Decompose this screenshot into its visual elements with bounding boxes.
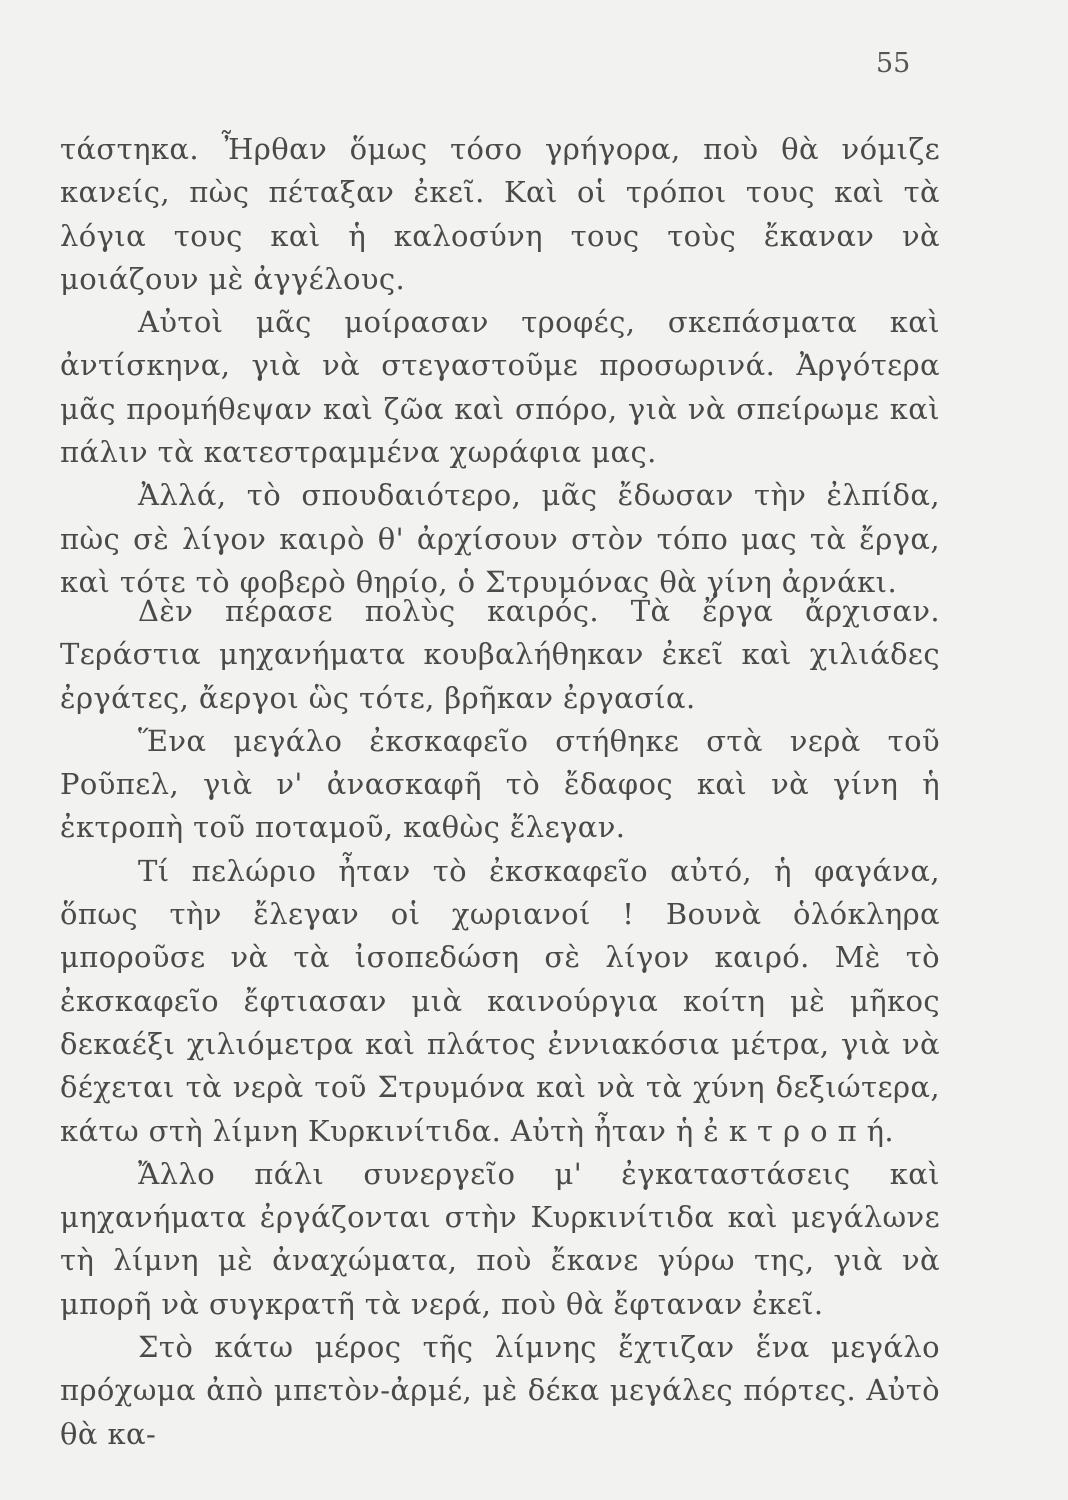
paragraph: τάστηκα. Ἦρθαν ὅμως τόσο γρήγορα, ποὺ θὰ νόμιζε κανείς, πὼς πέταξαν ἐκεῖ. Καὶ οἱ τρόποι τους καὶ τὰ λόγια τους καὶ ἡ καλοσύνη τους τοὺς ἔκαναν νὰ μοιάζουν μὲ ἀγγέλους.	[60, 132, 940, 296]
paragraph: Στὸ κάτω μέρος τῆς λίμνης ἔχτιζαν ἕνα μεγάλο πρόχωμα ἀπὸ μπετὸν-ἀρμέ, μὲ δέκα μεγάλες πόρτες. Αὐτὸ θὰ κα-	[60, 1330, 940, 1451]
paragraph: Δὲν πέρασε πολὺς καιρός. Τὰ ἔργα ἄρχισαν. Τεράστια μηχανήματα κουβαλήθηκαν ἐκεῖ καὶ χιλιάδες ἐργάτες, ἄεργοι ὣς τότε, βρῆκαν ἐργασία.	[60, 594, 940, 715]
text-section-1	[60, 128, 940, 604]
paragraph: Ἕνα μεγάλο ἐκσκαφεῖο στήθηκε στὰ νερὰ τοῦ Ροῦπελ, γιὰ ν' ἀνασκαφῆ τὸ ἔδαφος καὶ νὰ γίνη ἡ ἐκτροπὴ τοῦ ποταμοῦ, καθὼς ἔλεγαν.	[60, 723, 940, 845]
paragraph: Τί πελώριο ἦταν τὸ ἐκσκαφεῖο αὐτό, ἡ φαγάνα, ὅπως τὴν ἔλεγαν οἱ χωριανοί ! Βουνὰ ὁλόκληρα μποροῦσε νὰ τὰ ἰσοπεδώση σὲ λίγον καιρό. Μὲ τὸ ἐκσκαφεῖο ἔφτιασαν μιὰ καινούργια κοίτη μὲ μῆκος δεκαέξι χιλιόμετρα καὶ πλάτος ἐννιακόσια μέτρα, γιὰ νὰ δέχεται τὰ νερὰ τοῦ Στρυμόνα καὶ νὰ τὰ χύνη δεξιώτερα, κάτω στὴ λίμνη Κυρκινίτιδα. Αὐτὴ ἦταν ἡ ἐ κ τ ρ ο π ή.	[60, 853, 940, 1148]
page-number: 55	[876, 48, 911, 79]
paragraph: Αὐτοὶ μᾶς μοίρασαν τροφές, σκεπάσματα καὶ ἀντίσκηνα, γιὰ νὰ στεγαστοῦμε προσωρινά. Ἀργότερα μᾶς προμήθεψαν καὶ ζῶα καὶ σπόρο, γιὰ νὰ σπείρωμε καὶ πάλιν τὰ κατεστραμμένα χωράφια μας.	[60, 305, 940, 470]
text-section-2	[60, 590, 940, 1456]
paragraph: Ἀλλά, τὸ σπουδαιότερο, μᾶς ἔδωσαν τὴν ἐλπίδα, πὼς σὲ λίγον καιρὸ θ' ἀρχίσουν στὸν τόπο μας τὰ ἔργα, καὶ τότε τὸ φοβερὸ θηρίο, ὁ Στρυμόνας θὰ γίνη ἀρνάκι.	[60, 478, 940, 599]
paragraph: Ἄλλο πάλι συνεργεῖο μ' ἐγκαταστάσεις καὶ μηχανήματα ἐργάζονται στὴν Κυρκινίτιδα καὶ μεγάλωνε τὴ λίμνη μὲ ἀναχώματα, ποὺ ἔκανε γύρω της, γιὰ νὰ μπορῆ νὰ συγκρατῆ τὰ νερά, ποὺ θὰ ἔφταναν ἐκεῖ.	[60, 1156, 940, 1321]
